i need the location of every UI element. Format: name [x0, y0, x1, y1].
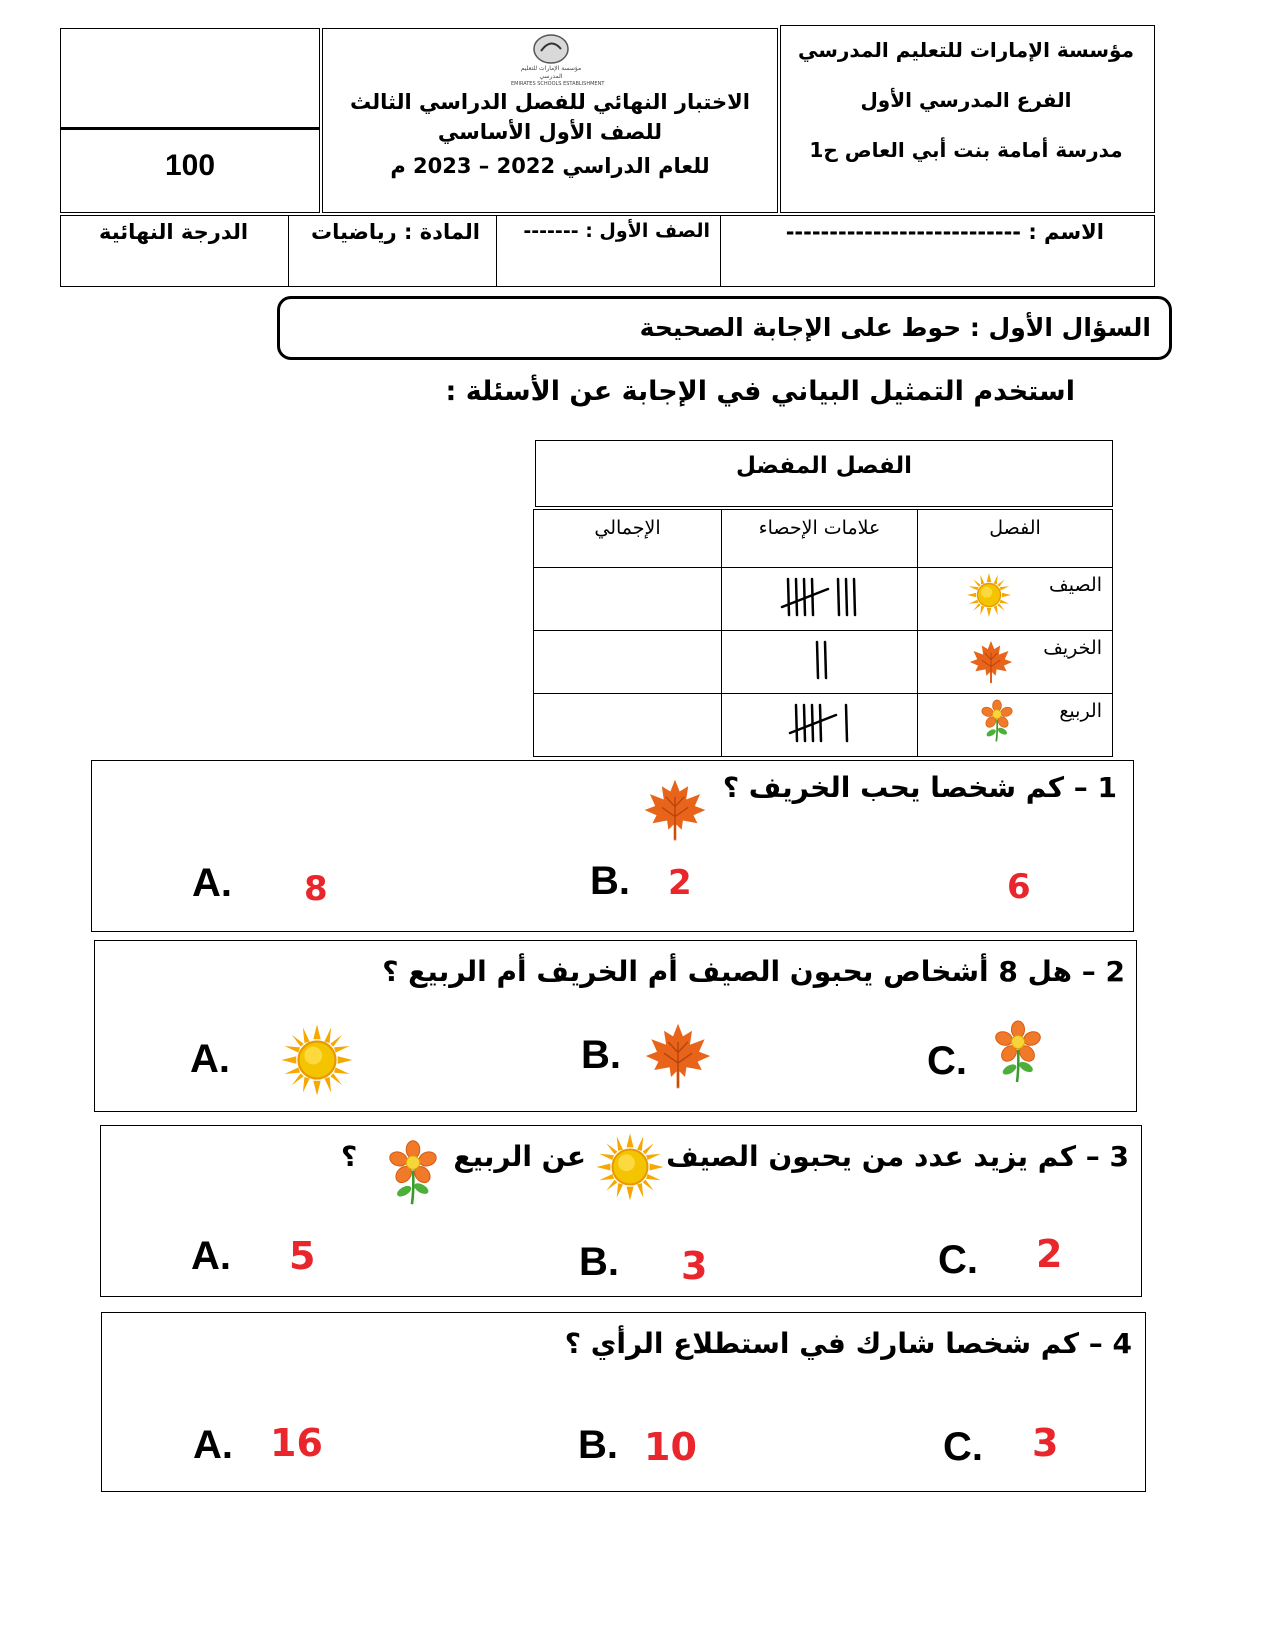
season-label: الربيع: [1059, 700, 1102, 722]
question-2-text: 2 – هل 8 أشخاص يحبون الصيف أم الخريف أم الربيع ؟: [382, 955, 1125, 988]
tally-table: [533, 509, 1113, 742]
logo-sub-en: EMIRATES SCHOOLS ESTABLISHMENT: [511, 81, 605, 87]
option-b-letter[interactable]: B.: [578, 1423, 618, 1467]
option-c-letter[interactable]: C.: [927, 1039, 967, 1083]
maple-leaf-icon: [968, 639, 1014, 685]
tally-marks: [726, 632, 916, 688]
org-line-2: الفرع المدرسي الأول: [860, 88, 1072, 112]
flower-icon: [980, 698, 1014, 744]
divider: [288, 216, 289, 286]
tally-stroke: [788, 579, 789, 615]
academic-year: للعام الدراسي 2022 – 2023 م: [390, 154, 710, 178]
maple-leaf-icon: [640, 777, 710, 843]
option-c-letter[interactable]: C.: [938, 1238, 978, 1282]
question-1-box: [91, 760, 1134, 932]
section-title: السؤال الأول : حوط على الإجابة الصحيحة: [277, 296, 1172, 360]
option-a-letter[interactable]: A.: [190, 1037, 230, 1081]
sun-icon: [966, 572, 1012, 618]
total-cell[interactable]: [535, 632, 720, 688]
score-box: [60, 28, 320, 213]
question-4-text: 4 – كم شخصا شارك في استطلاع الرأي ؟: [564, 1327, 1132, 1360]
student-name-field[interactable]: الاسم : ---------------------------: [785, 220, 1104, 244]
org-line-3: مدرسة أمامة بنت أبي العاص ح1: [809, 138, 1123, 162]
section-instruction: استخدم التمثيل البياني في الإجابة عن الأسئلة :: [445, 376, 1075, 407]
tally-stroke: [838, 579, 839, 615]
total-cell[interactable]: [535, 695, 720, 751]
logo-sub-ar: مؤسسة الإمارات للتعليم المدرسي: [520, 65, 582, 80]
season-label: الخريف: [1043, 637, 1102, 659]
exam-title-box: [322, 28, 778, 213]
option-b-letter[interactable]: B.: [579, 1240, 619, 1284]
logo: [511, 33, 605, 87]
exam-title: الاختبار النهائي للفصل الدراسي الثالث للصف الأول الأساسي: [350, 90, 750, 144]
tally-stroke: [796, 579, 797, 615]
tally-stroke: [804, 705, 805, 741]
tally-stroke: [820, 705, 821, 741]
tally-table-title: الفصل المفضل: [736, 453, 912, 479]
tally-stroke: [854, 579, 855, 615]
org-line-1: مؤسسة الإمارات للتعليم المدرسي: [798, 38, 1134, 62]
option-a-letter[interactable]: A.: [192, 861, 232, 905]
logo-emblem-icon: [531, 33, 571, 65]
final-grade-field[interactable]: الدرجة النهائية: [98, 220, 249, 244]
score-divider: [61, 127, 319, 130]
question-2-box: [94, 940, 1137, 1112]
organization-box: [780, 25, 1155, 213]
tally-stroke: [825, 642, 826, 678]
tally-marks: [726, 569, 916, 625]
option-c-value[interactable]: 3: [1032, 1421, 1059, 1465]
question-3-text: 3 – كم يزيد عدد من يحبون الصيف: [666, 1140, 1129, 1173]
option-b-value[interactable]: 2: [668, 863, 692, 903]
subject-field: المادة : رياضيات: [311, 220, 480, 244]
question-3-box: [100, 1125, 1142, 1297]
option-a-value[interactable]: 16: [270, 1421, 323, 1465]
season-label: الصيف: [1049, 574, 1102, 596]
flower-icon: [387, 1138, 439, 1208]
maple-leaf-icon[interactable]: [643, 1021, 713, 1091]
header-season: الفصل: [989, 517, 1041, 539]
tally-stroke: [796, 705, 797, 741]
tally-stroke: [817, 642, 818, 678]
score-total: 100: [164, 149, 216, 182]
tally-stroke: [812, 579, 813, 615]
grade-field[interactable]: الصف الأول : -------: [523, 220, 710, 242]
option-c-value[interactable]: 2: [1036, 1232, 1063, 1276]
header-total: الإجمالي: [594, 517, 661, 539]
tally-marks: [726, 695, 916, 751]
tally-stroke: [846, 705, 847, 741]
option-a-letter[interactable]: A.: [193, 1423, 233, 1467]
total-cell[interactable]: [535, 569, 720, 625]
divider: [720, 216, 721, 286]
question-1-text: 1 – كم شخصا يحب الخريف ؟: [722, 771, 1117, 804]
tally-table-title-box: [535, 440, 1113, 507]
option-c-value[interactable]: 6: [1007, 867, 1031, 907]
question-3-text-2: عن الربيع: [453, 1140, 586, 1173]
question-4-box: [101, 1312, 1146, 1492]
sun-icon[interactable]: [280, 1023, 354, 1097]
option-a-letter[interactable]: A.: [191, 1234, 231, 1278]
info-row: [60, 215, 1155, 287]
option-a-value[interactable]: 8: [304, 869, 328, 909]
option-b-value[interactable]: 10: [644, 1425, 697, 1469]
option-b-letter[interactable]: B.: [581, 1033, 621, 1077]
sun-icon: [595, 1132, 665, 1202]
option-c-letter[interactable]: C.: [943, 1425, 983, 1469]
flower-icon[interactable]: [993, 1019, 1043, 1085]
option-a-value[interactable]: 5: [289, 1234, 316, 1278]
question-mark: ؟: [341, 1140, 358, 1173]
header-tally-marks: علامات الإحصاء: [758, 517, 881, 539]
option-b-value[interactable]: 3: [681, 1244, 708, 1288]
tally-stroke: [846, 579, 847, 615]
option-b-letter[interactable]: B.: [590, 859, 630, 903]
divider: [496, 216, 497, 286]
